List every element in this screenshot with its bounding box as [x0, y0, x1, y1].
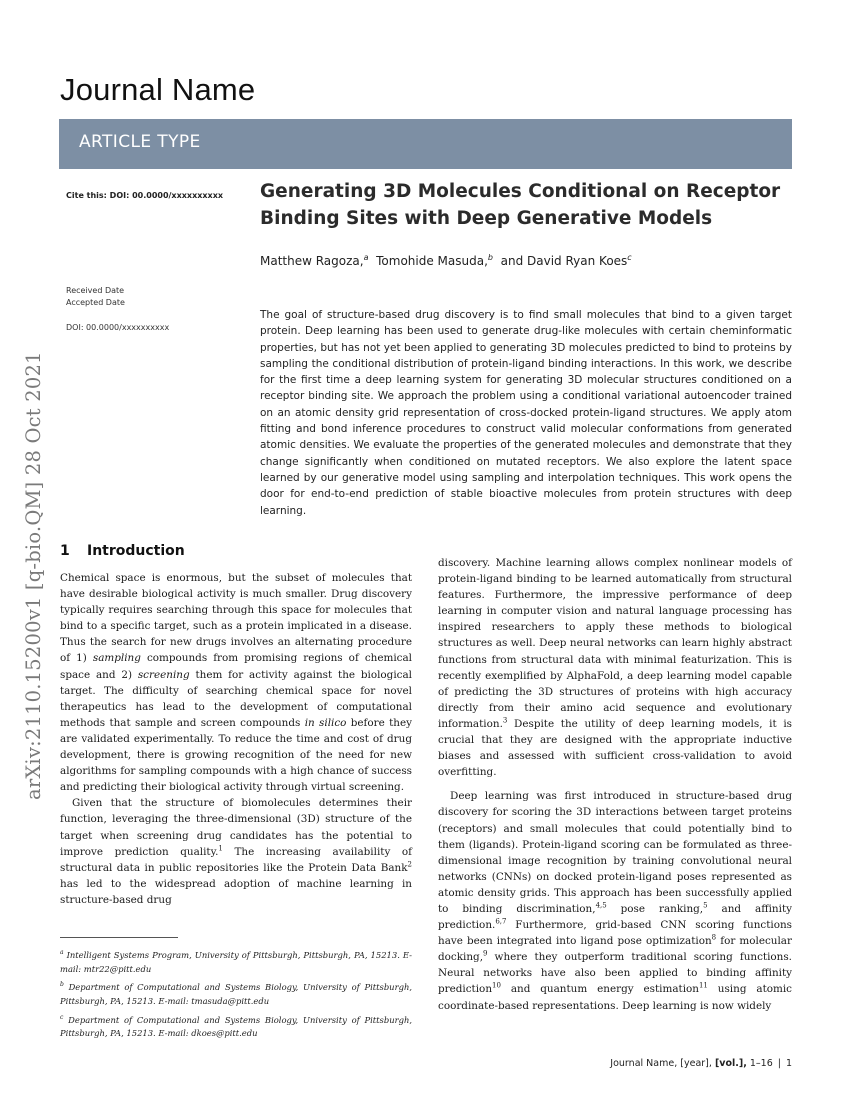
citation: 2: [407, 860, 412, 869]
text: where they outperform traditional scoring functions. Neural networks have also been applied to binding affinity prediction: [438, 951, 792, 996]
paragraph-3: [438, 788, 792, 1013]
cite-doi: DOI: 00.0000/xxxxxxxxxx: [109, 191, 224, 200]
text: Furthermore, grid-based CNN scoring functions have been integrated into ligand pose optimization: [438, 919, 792, 948]
paper-title: Generating 3D Molecules Conditional on Receptor Binding Sites with Deep Generative Models: [260, 181, 781, 229]
text: before they are validated experimentally. To reduce the time and cost of drug development, there is growing recognition of the need for new algorithms for sampling compounds with a high chance of success and predicting their biological activity through virtual screening.: [60, 716, 412, 794]
page-footer: [610, 1058, 792, 1069]
text: and affinity prediction.: [438, 902, 792, 932]
footnote-text: Department of Computational and Systems Biology, University of Pittsburgh, Pittsburgh, PA, 15213. E-mail: tmasuda@pitt.edu: [60, 982, 412, 1006]
emphasis: in silico: [304, 716, 347, 729]
section-title: Introduction: [87, 543, 185, 559]
article-type-label: ARTICLE TYPE: [79, 132, 201, 152]
journal-name: Journal Name: [60, 72, 256, 107]
cite-label: Cite this:: [66, 191, 107, 200]
footer-volume: [vol.],: [714, 1058, 747, 1069]
text: discovery. Machine learning allows complex nonlinear models of protein-ligand binding to be learned automatically from structural features. Furthermore, the impressive performance of deep learning in computer vision and natural language processing has inspired researchers to apply these methods to biological structures as well. Deep neural networks can learn highly abstract functions from structural data with minimal featurization. This is recently exemplified by AlphaFold, a deep learning model capable of predicting the 3D structures of proteins with high accuracy directly from their amino acid sequence and evolutionary information.: [438, 557, 792, 730]
emphasis: sampling: [92, 652, 141, 665]
citation: 8: [711, 933, 717, 942]
body-column-left: [60, 570, 412, 908]
citation: 9: [483, 949, 488, 958]
text: The increasing availability of structural data in public repositories like the Protein Data Bank: [60, 845, 412, 874]
text: pose ranking,: [606, 902, 704, 915]
citation: 10: [492, 981, 501, 990]
text: Despite the utility of deep learning models, it is crucial that they are designed with the appropriate inductive biases and assessed with sufficient cross-validation to avoid overfitting.: [438, 717, 792, 779]
page-number: 1: [785, 1058, 792, 1069]
arxiv-stamp: arXiv:2110.15200v1 [q-bio.QM] 28 Oct 2021: [22, 351, 45, 800]
emphasis: screening: [137, 668, 190, 681]
paragraph-2-continued: [438, 555, 792, 780]
footer-pages: 1–16: [749, 1058, 773, 1069]
doi-info: DOI: 00.0000/xxxxxxxxxx: [66, 323, 170, 332]
footnote-mark: b: [60, 981, 64, 989]
text: Given that the structure of biomolecules determines their function, leveraging the three-dimensional (3D) structure of the target when screening drug candidates has the potential to improve prediction quality.: [60, 797, 412, 858]
author-1: Matthew Ragoza,: [260, 254, 364, 268]
footnote-rule: [60, 937, 178, 938]
citation: 11: [698, 981, 708, 990]
accepted-date: Accepted Date: [66, 298, 125, 307]
footnote-mark: c: [60, 1013, 64, 1021]
text: Deep learning was first introduced in structure-based drug discovery for scoring the 3D interactions between target proteins (receptors) and small molecules that could potentially bind to them (ligands). Protein-ligand scoring can be formulated as three-dimensional image recognition by training convolutional neural networks (CNNs) on docked protein-ligand poses represented as atomic density grids. This approach has been successfully applied to binding discrimination,: [438, 790, 792, 915]
cite-this: [66, 191, 223, 200]
footnote-c: [60, 1011, 412, 1041]
author-3-aff: c: [627, 253, 632, 262]
citation: 4,5: [595, 901, 607, 910]
text: them for activity against the biological target. The difficulty of searching chemical space for novel therapeutics has lead to the development of computational methods that sample and screen compounds: [60, 668, 412, 729]
footer-journal: Journal Name,: [610, 1058, 678, 1069]
author-2: Tomohide Masuda,: [376, 254, 488, 268]
author-1-aff: a: [363, 253, 369, 262]
text: compounds from promising regions of chemical space and 2): [60, 652, 413, 681]
text: Chemical space is enormous, but the subset of molecules that have desirable biological activity is much smaller. Drug discovery typically requires searching through this space for molecules that bind to a specific target, such as a protein implicated in a disease. Thus the search for new drugs involves an alternating procedure of 1): [60, 572, 412, 665]
body-column-right: [438, 555, 792, 1014]
paragraph-2-start: [60, 795, 412, 908]
paragraph-gap: [438, 780, 792, 788]
footnote-text: Intelligent Systems Program, University of Pittsburgh, Pittsburgh, PA, 15213. E-mail: mtr22@pitt.edu: [60, 949, 412, 974]
footer-year: [year],: [680, 1058, 712, 1069]
author-2-aff: b: [487, 253, 493, 262]
footnote-mark: a: [60, 949, 64, 956]
citation: 1: [218, 844, 223, 853]
footnote-a: [60, 946, 412, 976]
author-3: and David Ryan Koes: [500, 254, 628, 268]
received-date: Received Date: [66, 286, 125, 295]
citation: 3: [502, 716, 508, 725]
text: has led to the widespread adoption of machine learning in structure-based drug: [60, 877, 412, 906]
paragraph-1: [60, 570, 412, 795]
citation: 6,7: [495, 917, 507, 926]
abstract: The goal of structure-based drug discovery is to find small molecules that bind to a given target protein. Deep learning has been used to generate drug-like molecules with certain cheminformatic properties, but has not yet been applied to generating 3D molecules predicted to bind to proteins by sampling the conditional distribution of protein-ligand binding interactions. In this work, we describe for the first time a deep learning system for generating 3D molecular structures conditioned on a receptor binding site. We approach the problem using a conditional variational autoencoder trained on an atomic density grid representation of cross-docked protein-ligand structures. We apply atom fitting and bond inference procedures to construct valid molecular conformations from generated atomic densities. We evaluate the properties of the generated molecules and demonstrate that they change significantly when conditioned on mutated receptors. We also explore the latent space learned by our generative model using sampling and interpolation techniques. This work opens the door for end-to-end prediction of stable bioactive molecules from protein structures with deep learning.: [260, 309, 792, 517]
citation: 5: [703, 901, 708, 910]
footnotes: [60, 946, 412, 1043]
section-heading: [60, 543, 185, 559]
article-type-banner: [59, 119, 792, 169]
text: for molecular docking,: [438, 935, 792, 964]
text: and quantum energy estimation: [500, 983, 699, 996]
footnote-text: Department of Computational and Systems Biology, University of Pittsburgh, Pittsburgh, PA, 15213. E-mail: dkoes@pitt.edu: [60, 1014, 413, 1039]
author-list: [260, 253, 632, 268]
footer-separator: |: [777, 1058, 781, 1069]
footnote-b: [60, 978, 412, 1008]
text: using atomic coordinate-based representations. Deep learning is now widely: [438, 983, 792, 1012]
section-number: 1: [60, 543, 70, 559]
